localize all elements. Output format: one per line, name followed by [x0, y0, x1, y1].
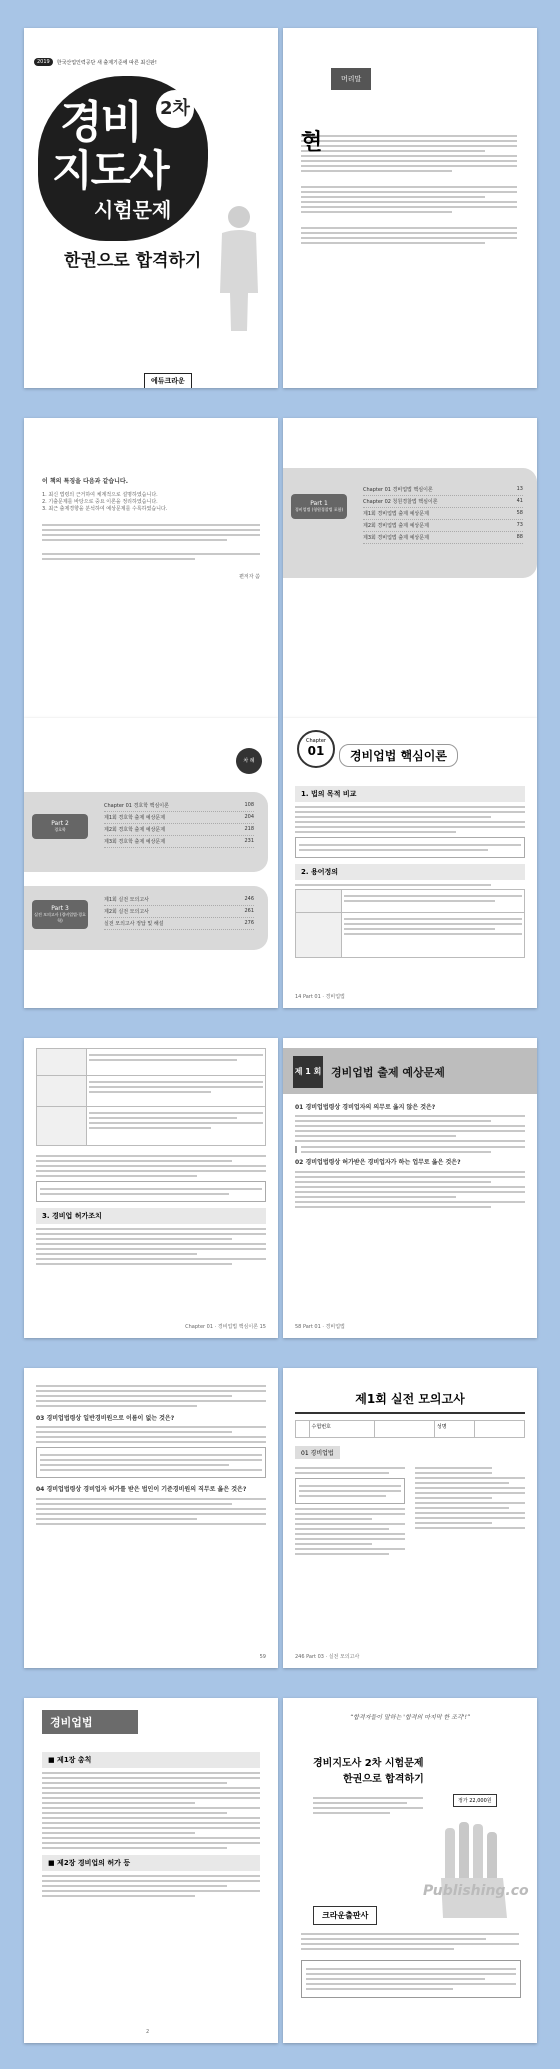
cover-title-badge: 2차: [156, 90, 194, 128]
exam-header: [283, 1048, 537, 1094]
part3-label: Part 3: [51, 905, 69, 912]
toc-part1-page: [283, 418, 537, 718]
publisher-logo: [144, 373, 192, 388]
toc3-row-label: 제1회 실전 모의고사: [104, 897, 150, 903]
toc2-row[interactable]: [104, 800, 254, 812]
chapter-title: 경비업법 핵심이론: [339, 744, 458, 767]
preface-drop-initial: 현: [301, 130, 323, 155]
toc-part3-box: [24, 886, 268, 950]
toc1-row[interactable]: [363, 484, 523, 496]
page-footer: 59: [259, 1654, 266, 1660]
toc1-row[interactable]: [363, 508, 523, 520]
summary-title: 경비업법: [50, 1716, 93, 1729]
publisher-name: 에듀크라운: [151, 377, 185, 385]
toc2-row-page: 204: [244, 814, 254, 820]
part1-tag: [291, 494, 347, 519]
exam-title: 경비업법 출제 예상문제: [331, 1066, 445, 1079]
toc-part2-box: [24, 792, 268, 872]
toc2-row[interactable]: [104, 824, 254, 836]
definitions-table: [295, 889, 525, 958]
cover-top-text: 한국산업인력공단 새 출제기준에 따른 최신판!: [56, 59, 157, 66]
toc1-row-page: 73: [516, 522, 523, 528]
header-cell: 성명: [434, 1421, 474, 1438]
part3-tag: [32, 900, 88, 929]
toc3-row-page: 276: [244, 920, 254, 926]
publisher-logo-box: [313, 1906, 377, 1925]
cover-title-line1: 경비: [60, 97, 142, 148]
price-box: [453, 1794, 497, 1807]
section-heading: ■ 제2장 경비업의 허가 등: [42, 1855, 260, 1871]
cover-title-line2: 지도사: [52, 146, 168, 195]
back-publisher: 크라운출판사: [322, 1911, 369, 1920]
toc-part2-page: [24, 718, 278, 1008]
part3-sub: 실전 모의고사 (경비업법·경호학): [34, 912, 86, 923]
toc1-row-page: 88: [516, 534, 523, 540]
back-cover-page: [283, 1698, 537, 2043]
toc1-row-label: 제2회 경비업법 출제 예상문제: [363, 523, 429, 529]
exam1-page: [283, 1038, 537, 1338]
page-footer: Chapter 01 · 경비업법 핵심이론 15: [185, 1324, 266, 1330]
toc1-row-label: Chapter 01 경비업법 핵심이론: [363, 487, 433, 493]
toc3-row[interactable]: [104, 918, 254, 930]
toc3-row[interactable]: [104, 894, 254, 906]
toc2-row-label: Chapter 01 경호학 핵심이론: [104, 803, 169, 809]
toc2-row-page: 231: [244, 838, 254, 844]
toc1-row[interactable]: [363, 532, 523, 544]
part1-sub: 경비업법 (청원경찰법 포함): [294, 507, 344, 512]
section-heading: ■ 제1장 총칙: [42, 1752, 260, 1768]
toc2-row[interactable]: [104, 836, 254, 848]
mock-title: 제1회 실전 모의고사: [355, 1392, 465, 1406]
section-heading: 3. 경비업 허가조치: [36, 1208, 266, 1224]
notes-title: 이 책의 특징을 다음과 같습니다.: [42, 478, 128, 485]
hand-illustration: [433, 1818, 523, 1928]
question-1: 01 경비업법령상 경비업자의 의무로 옳지 않은 것은?: [295, 1104, 436, 1111]
toc-part1-box: [283, 468, 537, 578]
toc2-row-page: 218: [244, 826, 254, 832]
page-number: 2: [146, 2029, 150, 2035]
toc1-row-label: Chapter 02 청원경찰법 핵심이론: [363, 499, 438, 505]
summary-title-bar: [42, 1710, 138, 1734]
toc2-row-label: 제1회 경호학 출제 예상문제: [104, 815, 166, 821]
table-page: [24, 1038, 278, 1338]
cover-slogan: 한권으로 합격하기: [64, 251, 202, 271]
toc1-row-page: 13: [516, 486, 523, 492]
toc1-row[interactable]: [363, 520, 523, 532]
notes-page: [24, 418, 278, 718]
back-title-2: 한권으로 합격하기: [343, 1774, 424, 1785]
notes-signoff: 편저자 씀: [239, 573, 260, 580]
part2-sub: 경호학: [54, 827, 66, 832]
question-2: 02 경비업법령상 허가받은 경비업자가 하는 업무로 옳은 것은?: [295, 1159, 461, 1167]
notes-item-2: 2. 기출문제를 바탕으로 중요 이론을 정리하였습니다.: [42, 499, 158, 506]
round-badge: [293, 1056, 323, 1088]
notes-item-3: 3. 최근 출제경향을 분석하여 예상문제를 수록하였습니다.: [42, 505, 168, 512]
round-label: 제 1 회: [294, 1067, 322, 1076]
toc-tab: [236, 748, 262, 774]
question-4: 04 경비업법령상 경비업자 허가를 받은 법인이 기준경비원의 직무로 옳은 것은?: [36, 1486, 247, 1494]
toc1-row[interactable]: [363, 496, 523, 508]
watermark-text: Publishing.co: [423, 1883, 529, 1899]
section-heading: 1. 법의 목적 비교: [295, 786, 525, 802]
cover-subtitle: 시험문제: [94, 198, 172, 222]
notes-item-1: 1. 최신 법령의 근거하여 체계적으로 설명하였습니다.: [42, 492, 158, 499]
toc2-row[interactable]: [104, 812, 254, 824]
toc1-row-label: 제1회 경비업법 출제 예상문제: [363, 511, 429, 517]
toc3-row[interactable]: [104, 906, 254, 918]
toc2-row-label: 제3회 경호학 출제 예상문제: [104, 839, 166, 845]
chapter1-page: [283, 718, 537, 1008]
question-3: 03 경비업법령상 일반경비원으로 이름이 없는 것은?: [36, 1415, 175, 1422]
part2-tag: [32, 814, 88, 839]
mock-exam-page: [283, 1368, 537, 1668]
cover-page: [24, 28, 278, 388]
preface-tab: [331, 68, 371, 90]
chapter-badge: [297, 730, 335, 768]
header-cell: 수험번호: [309, 1421, 375, 1438]
chapter-label: Chapter: [306, 738, 326, 744]
back-quote: “합격자들이 말하는 '합격의 마지막 한 조각'!”: [350, 1714, 470, 1721]
toc2-row-page: 108: [244, 802, 254, 808]
edition-badge: 2019: [34, 58, 53, 66]
preface-tab-label: 머리말: [341, 75, 362, 83]
toc1-row-page: 58: [516, 510, 523, 516]
chapter-number: 01: [307, 744, 325, 758]
price-label: 정가 22,000원: [458, 1798, 492, 1804]
toc3-row-page: 261: [244, 908, 254, 914]
toc3-row-label: 제2회 실전 모의고사: [104, 909, 150, 915]
toc3-row-label: 실전 모의고사 정답 및 해설: [104, 921, 164, 927]
questions-page: [24, 1368, 278, 1668]
part2-label: Part 2: [51, 820, 69, 827]
summary-page: [24, 1698, 278, 2043]
license-table: [36, 1048, 266, 1146]
toc2-row-label: 제2회 경호학 출제 예상문제: [104, 827, 166, 833]
person-silhouette: [214, 203, 264, 333]
page-footer: 14 Part 01 · 경비업법: [295, 994, 345, 1000]
page-footer: 58 Part 01 · 경비업법: [295, 1324, 345, 1330]
section-heading: 2. 용어정의: [295, 864, 525, 880]
preface-page: [283, 28, 537, 388]
toc1-row-label: 제3회 경비업법 출제 예상문제: [363, 535, 429, 541]
candidate-info-table: [295, 1420, 525, 1438]
page-footer: 246 Part 03 · 실전 모의고사: [295, 1654, 360, 1660]
toc1-row-page: 41: [516, 498, 523, 504]
back-title-1: 경비지도사 2차 시험문제: [313, 1758, 424, 1769]
part1-label: Part 1: [310, 500, 328, 507]
mock-subject: 01 경비업법: [295, 1446, 340, 1459]
toc3-row-page: 246: [244, 896, 254, 902]
toc-tab-label: 차 례: [243, 758, 255, 764]
copyright-box: [301, 1960, 521, 1998]
